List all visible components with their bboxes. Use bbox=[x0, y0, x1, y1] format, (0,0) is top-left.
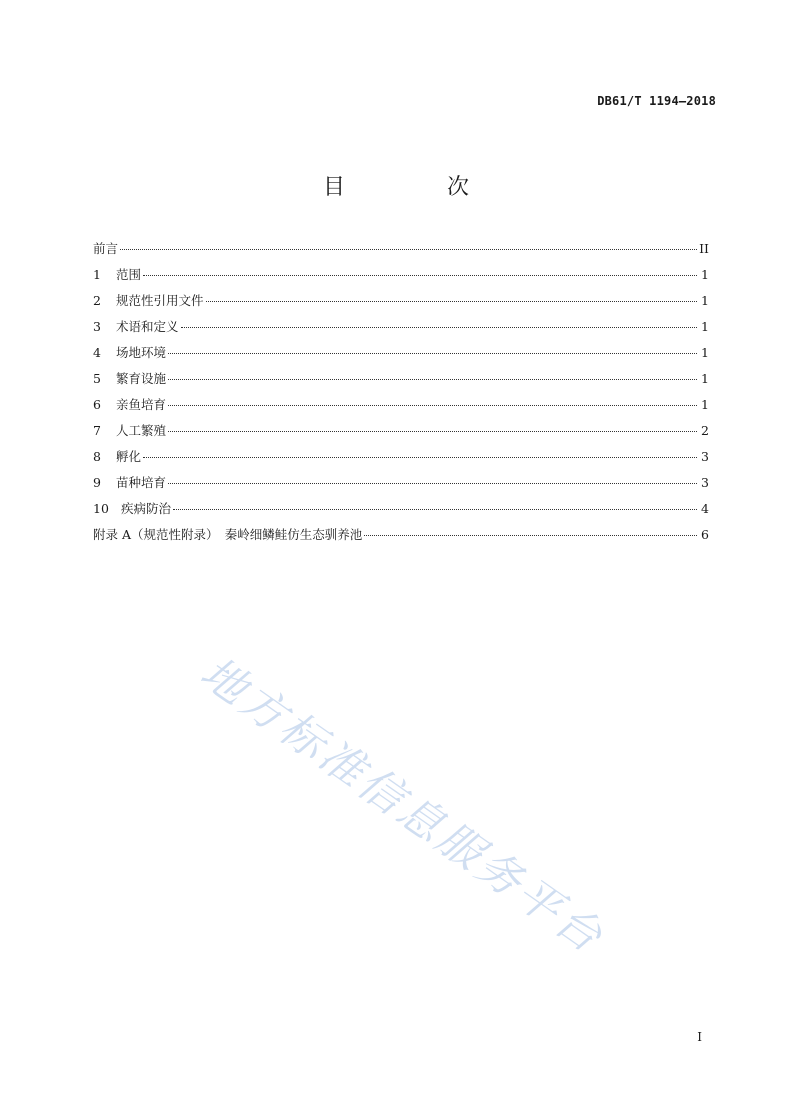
toc-leader-dots bbox=[168, 431, 697, 432]
toc-leader-dots bbox=[168, 483, 697, 484]
toc-entry-fry-rearing[interactable] bbox=[93, 470, 709, 496]
toc-page-number: 1 bbox=[701, 345, 709, 360]
toc-page-number: 1 bbox=[701, 319, 709, 334]
toc-entry-label: 人工繁殖 bbox=[116, 423, 167, 438]
toc-leader-dots bbox=[168, 405, 697, 406]
toc-leader-dots bbox=[181, 327, 697, 328]
toc-leader-dots bbox=[364, 535, 697, 536]
watermark-text: 地方标准信息服务平台 bbox=[191, 647, 614, 965]
toc-page-number: 1 bbox=[701, 371, 709, 386]
toc-entry-label: 孵化 bbox=[116, 449, 142, 464]
toc-section-number: 2 bbox=[93, 293, 101, 308]
toc-section-number: 1 bbox=[93, 267, 101, 282]
toc-leader-dots bbox=[173, 509, 697, 510]
toc-entry-label: 术语和定义 bbox=[116, 319, 179, 334]
toc-entry-label: 亲鱼培育 bbox=[116, 397, 167, 412]
toc-section-number: 8 bbox=[93, 449, 101, 464]
toc-section-number: 10 bbox=[93, 501, 109, 516]
toc-entry-breeding-facilities[interactable] bbox=[93, 366, 709, 392]
toc-entry-label: 附录 A（规范性附录） 秦岭细鳞鲑仿生态驯养池 bbox=[93, 527, 363, 542]
toc-entry-scope[interactable] bbox=[93, 262, 709, 288]
toc-entry-label: 前言 bbox=[93, 241, 119, 256]
footer-page-number: I bbox=[697, 1030, 702, 1044]
toc-page-number: 4 bbox=[701, 501, 709, 516]
toc-section-number: 9 bbox=[93, 475, 101, 490]
toc-leader-dots bbox=[168, 379, 697, 380]
toc-entry-label: 苗种培育 bbox=[116, 475, 167, 490]
toc-entry-label: 繁育设施 bbox=[116, 371, 167, 386]
toc-entry-label: 规范性引用文件 bbox=[116, 293, 204, 308]
toc-entry-artificial-propagation[interactable] bbox=[93, 418, 709, 444]
toc-page-number: 6 bbox=[701, 527, 709, 542]
toc-leader-dots bbox=[143, 275, 697, 276]
toc-entry-label: 疾病防治 bbox=[121, 501, 172, 516]
page-title: 目 次 bbox=[322, 175, 509, 200]
standard-code-header: DB61/T 1194—2018 bbox=[597, 94, 716, 108]
toc-page-number: 1 bbox=[701, 397, 709, 412]
toc-entry-terms-definitions[interactable] bbox=[93, 314, 709, 340]
toc-page-number: 3 bbox=[701, 475, 709, 490]
toc-entry-normative-references[interactable] bbox=[93, 288, 709, 314]
table-of-contents bbox=[93, 236, 709, 548]
toc-leader-dots bbox=[143, 457, 697, 458]
toc-entry-site-environment[interactable] bbox=[93, 340, 709, 366]
toc-section-number: 7 bbox=[93, 423, 101, 438]
toc-page-number: 1 bbox=[701, 293, 709, 308]
toc-page-number: 1 bbox=[701, 267, 709, 282]
toc-entry-label: 场地环境 bbox=[116, 345, 167, 360]
toc-leader-dots bbox=[206, 301, 697, 302]
toc-entry-appendix-a[interactable] bbox=[93, 522, 709, 548]
toc-entry-hatching[interactable] bbox=[93, 444, 709, 470]
toc-leader-dots bbox=[120, 249, 697, 250]
toc-section-number: 3 bbox=[93, 319, 101, 334]
toc-leader-dots bbox=[168, 353, 697, 354]
toc-page-number: 2 bbox=[701, 423, 709, 438]
toc-page-number: II bbox=[699, 241, 709, 256]
toc-section-number: 6 bbox=[93, 397, 101, 412]
toc-page-number: 3 bbox=[701, 449, 709, 464]
toc-entry-disease-control[interactable] bbox=[93, 496, 709, 522]
toc-entry-broodstock-rearing[interactable] bbox=[93, 392, 709, 418]
toc-entry-label: 范围 bbox=[116, 267, 142, 282]
toc-entry-foreword[interactable] bbox=[93, 236, 709, 262]
toc-section-number: 4 bbox=[93, 345, 101, 360]
toc-section-number: 5 bbox=[93, 371, 101, 386]
